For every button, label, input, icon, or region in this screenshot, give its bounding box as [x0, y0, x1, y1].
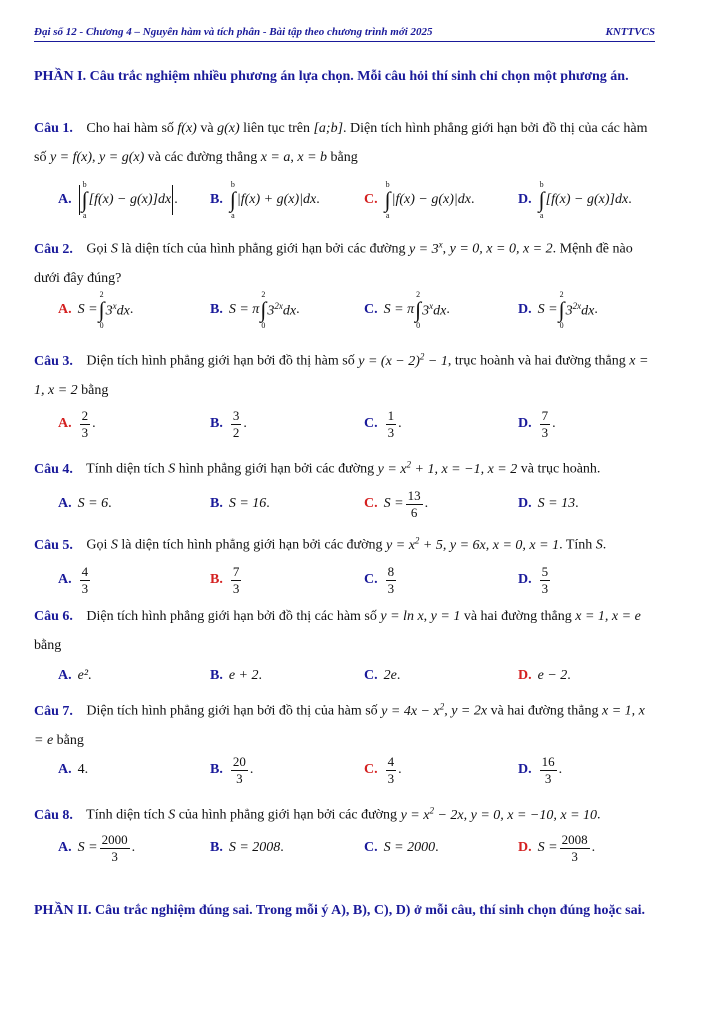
- question-5: Câu 5. Gọi S là diện tích hình phẳng giới hạn bởi các đường $y = x^2 + 5$, y = 6x, x = 0, x = 1. Tính S.: [34, 535, 607, 553]
- option-b[interactable]: B. 3 2 .: [210, 407, 247, 440]
- question-8: Câu 8. Tính diện tích S của hình phẳng giới hạn bởi các đường $y = x^2 - 2x$, y = 0, x = −10, x = 10.: [34, 805, 601, 823]
- option-c[interactable]: C. 4 3 .: [364, 753, 402, 786]
- question-8-options: [58, 828, 658, 868]
- question-4: Câu 4. Tính diện tích S hình phẳng giới hạn bởi các đường $y = x^2 + 1$, x = −1, x = 2 và trục hoành.: [34, 459, 601, 477]
- option-a[interactable]: A. S = 2 ∫ 0 3$^x$dx .: [58, 290, 134, 330]
- question-6: Câu 6. Diện tích hình phẳng giới hạn bởi đồ thị các hàm số y = ln x, y = 1 và hai đường thẳng x = 1, x = e bằng: [34, 609, 641, 653]
- question-5-options: [58, 560, 658, 600]
- question-4-options: [58, 484, 658, 524]
- option-c[interactable]: C. b ∫ a |f(x) − g(x)|dx .: [364, 180, 475, 220]
- option-c[interactable]: C. S = π 2 ∫ 0 3$^x$dx .: [364, 290, 450, 330]
- option-c[interactable]: C. 8 3: [364, 563, 395, 596]
- question-2: Câu 2. Gọi S là diện tích của hình phẳng giới hạn bởi các đường $y = 3^x$, y = 0, x = 0, x = 2. Mệnh đề nào dưới đây đúng?: [34, 239, 633, 286]
- header-title: Đại số 12 - Chương 4 – Nguyên hàm và tích phân - Bài tập theo chương trình mới 2025: [34, 26, 433, 38]
- option-d[interactable]: D. e − 2 .: [518, 668, 571, 683]
- option-b[interactable]: B. e + 2 .: [210, 668, 263, 683]
- option-a[interactable]: A. S = 6 .: [58, 496, 112, 511]
- question-6-options: [58, 656, 658, 696]
- option-d[interactable]: D. b ∫ a [f(x) − g(x)]dx .: [518, 180, 632, 220]
- part2-heading: PHẦN II. Câu trắc nghiệm đúng sai. Trong mỗi ý A), B), C), D) ở mỗi câu, thí sinh chọn đúng hoặc sai.: [34, 903, 646, 918]
- option-b[interactable]: B. 7 3: [210, 563, 240, 596]
- option-a[interactable]: A. 2 3 .: [58, 407, 96, 440]
- option-c[interactable]: C. 2e .: [364, 668, 401, 683]
- option-a[interactable]: A. 4 3: [58, 563, 89, 596]
- option-d[interactable]: D. S = 13 .: [518, 496, 579, 511]
- option-c[interactable]: C. S = 2000 .: [364, 840, 439, 855]
- option-b[interactable]: B. S = 16 .: [210, 496, 270, 511]
- option-d[interactable]: D. S = 2 ∫ 0 $3^{2x}dx$ .: [518, 290, 598, 330]
- option-b[interactable]: B. S = π 2 ∫ 0 $3^{2x}dx$ .: [210, 290, 300, 330]
- option-d[interactable]: D. S = $\frac{2008}{3}$ .: [518, 831, 596, 864]
- question-1-options: [58, 180, 658, 220]
- option-d[interactable]: D. 16 3 .: [518, 753, 563, 786]
- page-header: [34, 24, 655, 42]
- question-7: Câu 7. Diện tích hình phẳng giới hạn bởi đồ thị của hàm số $y = 4x - x^2$, y = 2x và hai đường thẳng x = 1, x = e bằng: [34, 701, 645, 748]
- option-a[interactable]: A. e² .: [58, 668, 92, 683]
- header-code: KNTTVCS: [605, 26, 655, 38]
- question-number: Câu 1.: [34, 121, 73, 136]
- option-a[interactable]: A. b ∫ a [f(x) − g(x)]dx .: [58, 180, 178, 220]
- option-a[interactable]: A. 4 .: [58, 762, 89, 777]
- option-d[interactable]: D. 7 3 .: [518, 407, 556, 440]
- question-3: Câu 3. Diện tích hình phẳng giới hạn bởi đồ thị hàm số $y = (x - 2)^2 - 1$, trục hoành và hai đường thẳng x = 1, x = 2 bằng: [34, 351, 649, 398]
- question-1: Câu 1. Cho hai hàm số f(x) và g(x) liên tục trên [a;b]. Diện tích hình phẳng giới hạn bởi đồ thị của các hàm số y = f(x), y = g(x) và các đường thẳng x = a, x = b bằng: [34, 121, 648, 165]
- option-b[interactable]: B. S = 2008 .: [210, 840, 284, 855]
- part1-heading: PHẦN I. Câu trắc nghiệm nhiều phương án lựa chọn. Mỗi câu hỏi thí sinh chỉ chọn một phương án.: [34, 69, 629, 84]
- option-c[interactable]: C. 1 3 .: [364, 407, 402, 440]
- option-a[interactable]: A. S = $\frac{2000}{3}$ .: [58, 831, 136, 864]
- question-7-options: [58, 750, 658, 790]
- question-3-options: [58, 404, 658, 444]
- option-d[interactable]: D. 5 3: [518, 563, 549, 596]
- option-b[interactable]: B. 20 3 .: [210, 753, 254, 786]
- question-2-options: [58, 290, 658, 330]
- option-b[interactable]: B. b ∫ a |f(x) + g(x)|dx .: [210, 180, 320, 220]
- option-c[interactable]: C. S = $\frac{13}{6}$ .: [364, 487, 429, 520]
